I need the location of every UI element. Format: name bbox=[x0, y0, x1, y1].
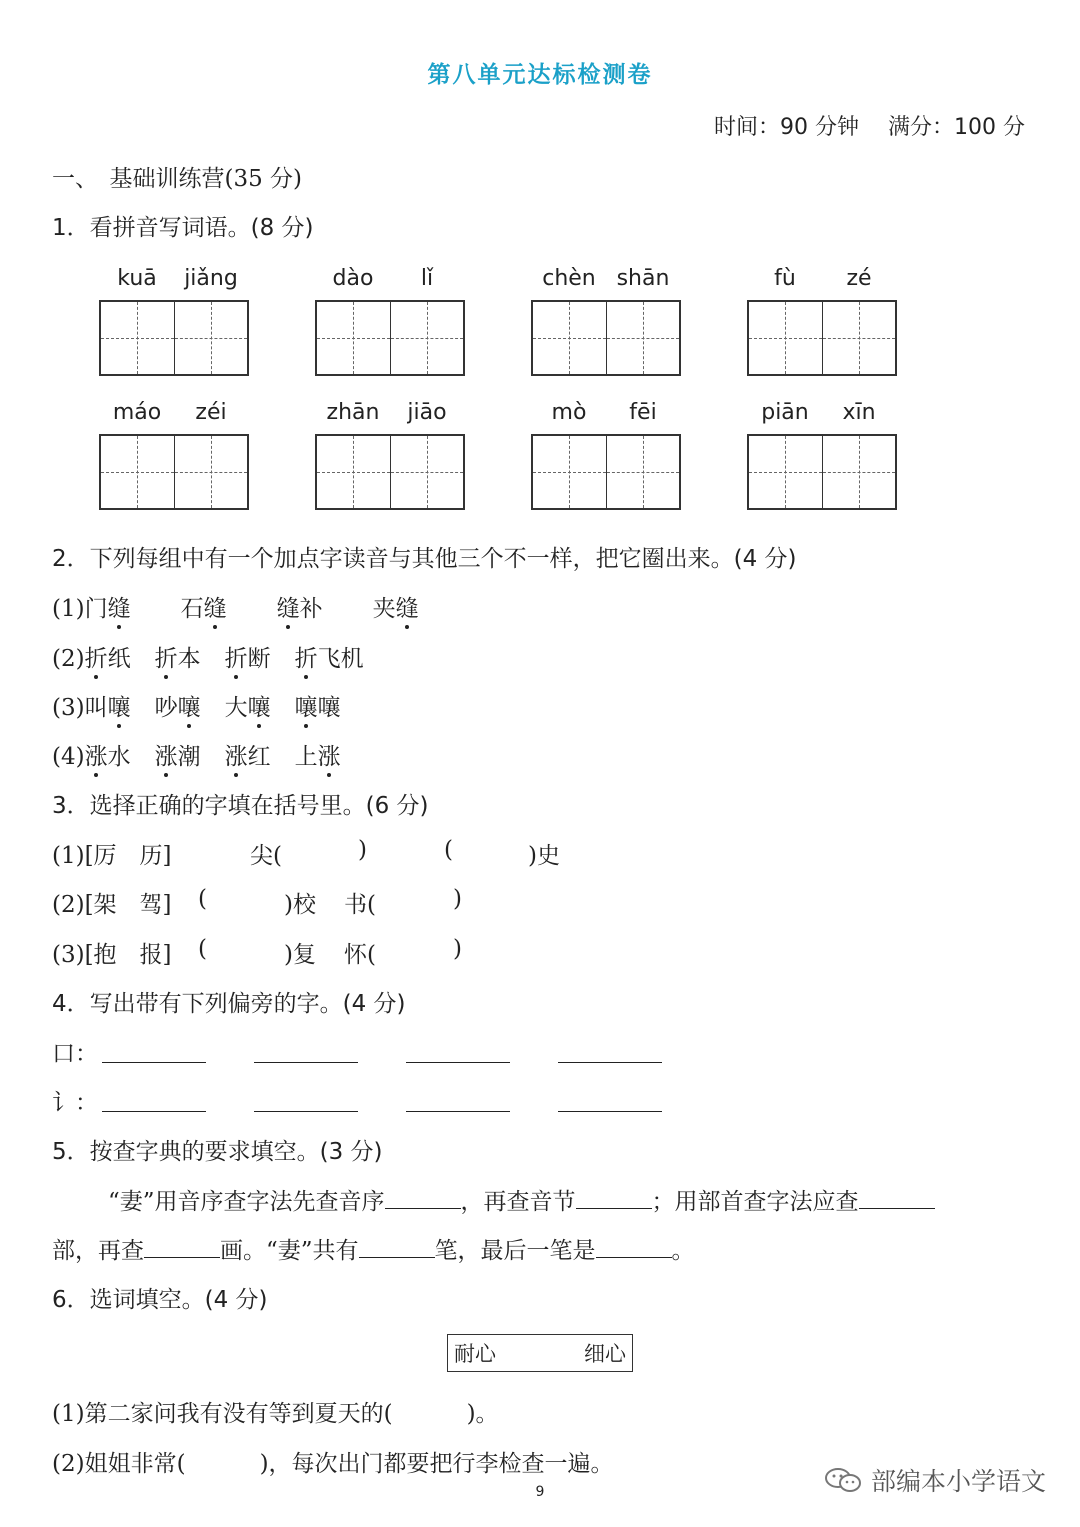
pinyin-syllable: piān bbox=[761, 400, 809, 425]
tianzige-writing-grid[interactable] bbox=[99, 300, 249, 376]
q2-dotted-char: 嚷 bbox=[248, 689, 271, 722]
pinyin-syllable: lǐ bbox=[420, 266, 434, 291]
q5-text-1: “妻”用音序查字法先查音序 bbox=[108, 1189, 385, 1215]
q2-word[interactable] bbox=[85, 744, 131, 770]
q2-word[interactable] bbox=[373, 596, 419, 622]
tianzige-writing-grid[interactable] bbox=[531, 300, 681, 376]
grid-cell[interactable] bbox=[101, 302, 175, 374]
tianzige-writing-grid[interactable] bbox=[315, 300, 465, 376]
q2-dotted-char: 折 bbox=[155, 640, 178, 673]
page-number: 9 bbox=[535, 1484, 545, 1500]
grid-cell[interactable] bbox=[391, 436, 464, 508]
q2-char: 纸 bbox=[107, 646, 131, 672]
q5-text-2: ，再查音节 bbox=[460, 1189, 576, 1215]
answer-blank[interactable] bbox=[254, 1042, 358, 1063]
pinyin-syllable: dào bbox=[332, 266, 374, 291]
q2-row bbox=[52, 738, 365, 771]
q2-word[interactable] bbox=[85, 646, 131, 672]
pinyin-syllable: jiǎng bbox=[184, 266, 238, 291]
word-choice-box bbox=[447, 1334, 633, 1372]
answer-blank[interactable] bbox=[558, 1042, 662, 1063]
grid-cell[interactable] bbox=[533, 436, 607, 508]
q2-dotted-char: 缝 bbox=[277, 590, 300, 623]
question-2-label: 2．下列每组中有一个加点字读音与其他三个不一样，把它圈出来。(4 分) bbox=[52, 546, 797, 572]
q2-char: 吵 bbox=[154, 695, 178, 721]
tianzige-writing-grid[interactable] bbox=[315, 434, 465, 510]
q3-row-2-part-b: ( bbox=[198, 886, 207, 912]
q2-row bbox=[52, 590, 469, 623]
answer-blank[interactable] bbox=[558, 1091, 662, 1112]
q3-row-2-part-d: 书( bbox=[344, 892, 376, 918]
pinyin-syllable: máo bbox=[112, 400, 162, 425]
q2-word[interactable] bbox=[85, 596, 131, 622]
q2-char: 本 bbox=[177, 646, 201, 672]
q3-row-3-part-e: ) bbox=[453, 936, 462, 962]
q2-dotted-char: 嚷 bbox=[295, 689, 318, 722]
radical-row-mouth bbox=[52, 1035, 98, 1068]
q2-dotted-char: 折 bbox=[85, 640, 108, 673]
q5-blank-5[interactable] bbox=[359, 1257, 435, 1258]
q5-text-6: 笔，最后一笔是 bbox=[434, 1238, 596, 1264]
radical-row-speech bbox=[52, 1084, 98, 1117]
q3-row-1-part-b: 尖( bbox=[250, 843, 282, 869]
q5-text-4: 部，再查 bbox=[52, 1238, 144, 1264]
grid-cell[interactable] bbox=[607, 436, 680, 508]
section-heading: 一、 基础训练营(35 分) bbox=[52, 166, 303, 192]
q2-dotted-char: 缝 bbox=[108, 590, 131, 623]
q2-char: 嚷 bbox=[317, 695, 341, 721]
q2-row-number: (1) bbox=[52, 596, 85, 622]
q6-s1-text-a: (1)第二家问我有没有等到夏天的( bbox=[52, 1401, 393, 1427]
answer-blank[interactable] bbox=[102, 1042, 206, 1063]
q2-word[interactable] bbox=[155, 646, 201, 672]
q3-row-2-options: (2)[架 驾] bbox=[52, 892, 172, 918]
grid-cell[interactable] bbox=[317, 436, 391, 508]
answer-blank[interactable] bbox=[254, 1091, 358, 1112]
answer-blank[interactable] bbox=[406, 1042, 510, 1063]
q2-word[interactable] bbox=[155, 744, 201, 770]
time-info: 时间：90 分钟 满分：100 分 bbox=[714, 115, 1025, 140]
q3-row-3-part-c: )复 bbox=[284, 942, 316, 968]
q2-char: 潮 bbox=[177, 744, 201, 770]
q2-row-number: (4) bbox=[52, 744, 85, 770]
q2-dotted-char: 涨 bbox=[225, 738, 248, 771]
grid-cell[interactable] bbox=[749, 436, 823, 508]
q2-word[interactable] bbox=[277, 596, 323, 622]
grid-cell[interactable] bbox=[391, 302, 464, 374]
q2-row-number: (2) bbox=[52, 646, 85, 672]
pinyin-syllable: fù bbox=[774, 266, 796, 291]
q2-dotted-char: 嚷 bbox=[178, 689, 201, 722]
grid-cell[interactable] bbox=[101, 436, 175, 508]
q2-char: 飞机 bbox=[317, 646, 364, 672]
grid-cell[interactable] bbox=[823, 436, 896, 508]
q2-row-number: (3) bbox=[52, 695, 85, 721]
question-3-label: 3．选择正确的字填在括号里。(6 分) bbox=[52, 793, 429, 819]
pinyin-syllable: zéi bbox=[195, 400, 227, 425]
tianzige-writing-grid[interactable] bbox=[747, 434, 897, 510]
q2-char: 门 bbox=[84, 596, 108, 622]
q3-row-1-part-e: )史 bbox=[528, 843, 560, 869]
q2-char: 红 bbox=[247, 744, 271, 770]
q2-char: 大 bbox=[224, 695, 248, 721]
q2-dotted-char: 嚷 bbox=[108, 689, 131, 722]
q6-sentence-1 bbox=[52, 1395, 499, 1428]
grid-cell[interactable] bbox=[823, 302, 896, 374]
q2-char: 夹 bbox=[372, 596, 396, 622]
q3-row-1-part-c: ) bbox=[358, 837, 367, 863]
word-option-1: 耐心 bbox=[454, 1342, 496, 1366]
q5-text-3: ；用部首查字法应查 bbox=[651, 1189, 859, 1215]
q2-char: 补 bbox=[299, 596, 323, 622]
q2-dotted-char: 缝 bbox=[396, 590, 419, 623]
q2-row bbox=[52, 640, 388, 673]
q2-dotted-char: 缝 bbox=[204, 590, 227, 623]
watermark bbox=[823, 1462, 1046, 1498]
q2-word[interactable] bbox=[155, 695, 201, 721]
q2-dotted-char: 涨 bbox=[318, 738, 341, 771]
q5-line-1 bbox=[108, 1183, 935, 1216]
pinyin-syllable: chèn bbox=[542, 266, 596, 291]
grid-cell[interactable] bbox=[175, 436, 248, 508]
question-1-label: 1．看拼音写词语。(8 分) bbox=[52, 215, 314, 241]
q3-row-2-part-c: )校 bbox=[284, 892, 316, 918]
q3-row-3-part-d: 怀( bbox=[344, 942, 376, 968]
answer-blank[interactable] bbox=[102, 1091, 206, 1112]
q6-s1-text-b: )。 bbox=[466, 1401, 499, 1427]
q3-row-3-options: (3)[抱 报] bbox=[52, 942, 172, 968]
q2-word[interactable] bbox=[225, 744, 271, 770]
grid-cell[interactable] bbox=[749, 302, 823, 374]
tianzige-writing-grid[interactable] bbox=[531, 434, 681, 510]
wechat-icon bbox=[823, 1466, 863, 1494]
watermark-text: 部编本小学语文 bbox=[870, 1467, 1046, 1496]
q2-row bbox=[52, 689, 365, 722]
pinyin-syllable: fēi bbox=[629, 400, 657, 425]
q2-word[interactable] bbox=[225, 695, 271, 721]
tianzige-writing-grid[interactable] bbox=[747, 300, 897, 376]
pinyin-syllable: zhān bbox=[326, 400, 380, 425]
q2-word[interactable] bbox=[85, 695, 131, 721]
q2-char: 石 bbox=[180, 596, 204, 622]
q2-char: 叫 bbox=[84, 695, 108, 721]
q2-dotted-char: 折 bbox=[295, 640, 318, 673]
q3-row-1-part-d: ( bbox=[444, 837, 453, 863]
q3-row-3-part-b: ( bbox=[198, 936, 207, 962]
pinyin-syllable: shān bbox=[616, 266, 670, 291]
q2-char: 上 bbox=[294, 744, 318, 770]
q2-word[interactable] bbox=[295, 695, 341, 721]
pinyin-syllable: mò bbox=[551, 400, 587, 425]
pinyin-syllable: xīn bbox=[842, 400, 876, 425]
radical-mouth-label: 口： bbox=[52, 1041, 98, 1067]
q6-s2-text-a: (2)姐姐非常( bbox=[52, 1451, 186, 1477]
question-5-label: 5．按查字典的要求填空。(3 分) bbox=[52, 1139, 383, 1165]
q2-word[interactable] bbox=[295, 744, 341, 770]
q5-blank-4[interactable] bbox=[144, 1257, 220, 1258]
q2-char: 水 bbox=[107, 744, 131, 770]
q5-text-7: 。 bbox=[671, 1238, 695, 1264]
q6-sentence-2 bbox=[52, 1445, 614, 1478]
question-4-label: 4．写出带有下列偏旁的字。(4 分) bbox=[52, 991, 406, 1017]
pinyin-syllable: zé bbox=[846, 266, 872, 291]
q2-dotted-char: 涨 bbox=[85, 738, 108, 771]
pinyin-syllable: jiāo bbox=[407, 400, 447, 425]
grid-cell[interactable] bbox=[607, 302, 680, 374]
q2-dotted-char: 涨 bbox=[155, 738, 178, 771]
q3-row-2-part-e: ) bbox=[453, 886, 462, 912]
q5-blank-2[interactable] bbox=[576, 1208, 652, 1209]
word-option-2: 细心 bbox=[584, 1342, 626, 1366]
q5-blank-3[interactable] bbox=[859, 1208, 935, 1209]
q5-blank-6[interactable] bbox=[596, 1257, 672, 1258]
pinyin-syllable: kuā bbox=[117, 266, 157, 291]
q2-word[interactable] bbox=[295, 646, 364, 672]
q2-dotted-char: 折 bbox=[225, 640, 248, 673]
answer-blank[interactable] bbox=[406, 1091, 510, 1112]
q3-row-1-options: (1)[厉 历] bbox=[52, 843, 172, 869]
grid-cell[interactable] bbox=[317, 302, 391, 374]
tianzige-writing-grid[interactable] bbox=[99, 434, 249, 510]
q5-line-2 bbox=[52, 1232, 695, 1265]
grid-cell[interactable] bbox=[533, 302, 607, 374]
radical-speech-label: 讠： bbox=[52, 1090, 98, 1116]
q5-blank-1[interactable] bbox=[385, 1208, 461, 1209]
page-title: 第八单元达标检测卷 bbox=[427, 62, 653, 88]
question-6-label: 6．选词填空。(4 分) bbox=[52, 1287, 268, 1313]
q6-s2-text-b: )，每次出门都要把行李检查一遍。 bbox=[259, 1451, 614, 1477]
grid-cell[interactable] bbox=[175, 302, 248, 374]
q5-text-5: 画。“妻”共有 bbox=[220, 1238, 359, 1264]
q2-char: 断 bbox=[247, 646, 271, 672]
q2-word[interactable] bbox=[225, 646, 271, 672]
q2-word[interactable] bbox=[181, 596, 227, 622]
